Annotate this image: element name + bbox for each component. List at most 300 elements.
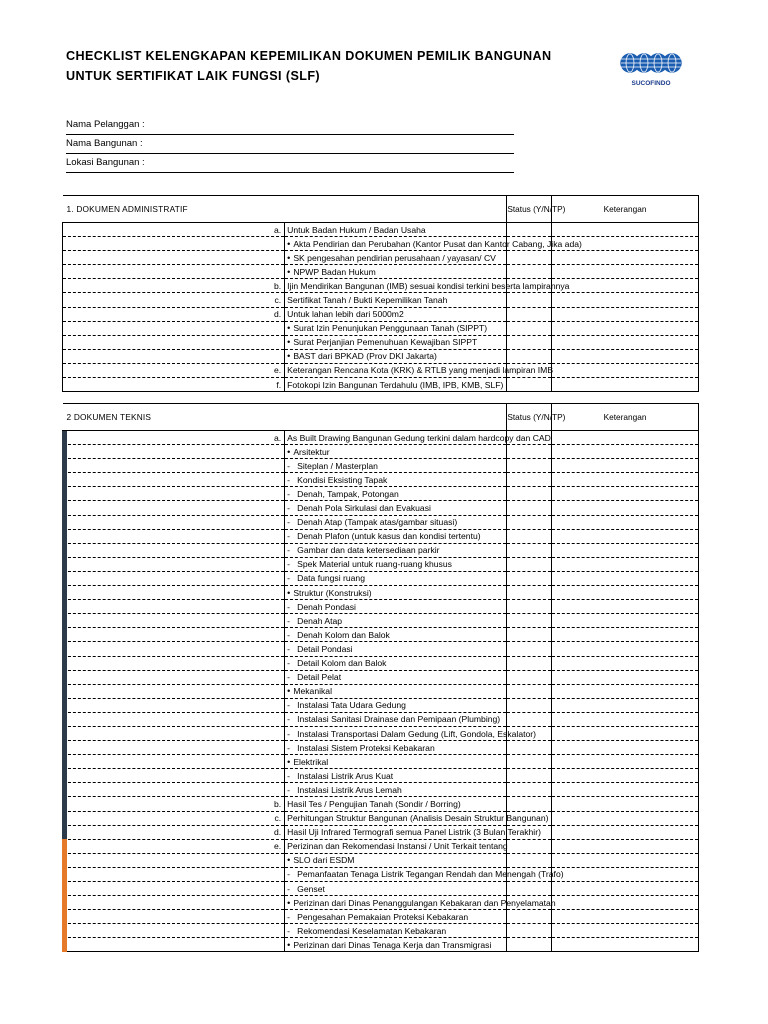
keterangan-cell[interactable] [552, 293, 699, 307]
table-row [63, 614, 699, 628]
bullet-icon: • [287, 337, 291, 348]
item-label: Denah Pondasi [297, 601, 356, 612]
item-letter [63, 571, 285, 585]
item-label: Detail Kolom dan Balok [297, 658, 387, 669]
keterangan-cell[interactable] [552, 938, 699, 952]
status-cell[interactable] [507, 656, 552, 670]
table-row [63, 670, 699, 684]
item-text [285, 910, 507, 924]
item-label: Elektrikal [293, 756, 329, 767]
table-dokumen-administratif [62, 195, 699, 392]
keterangan-cell[interactable] [552, 586, 699, 600]
table-row [63, 515, 699, 529]
table-row [63, 656, 699, 670]
status-cell[interactable] [507, 628, 552, 642]
sucofindo-logo-icon [620, 50, 682, 80]
item-letter [63, 543, 285, 557]
status-cell[interactable] [507, 741, 552, 755]
keterangan-cell[interactable] [552, 910, 699, 924]
keterangan-cell[interactable] [552, 896, 699, 910]
section1-title: 1. DOKUMEN ADMINISTRATIF [63, 196, 507, 223]
status-cell[interactable] [507, 265, 552, 279]
status-cell[interactable] [507, 571, 552, 585]
status-cell[interactable] [507, 251, 552, 265]
item-letter [63, 684, 285, 698]
status-cell[interactable] [507, 755, 552, 769]
keterangan-cell[interactable] [552, 600, 699, 614]
status-cell[interactable] [507, 487, 552, 501]
item-text [285, 431, 551, 445]
item-label: Ijin Mendirikan Bangunan (IMB) sesuai kondisi terkini beserta lampirannya [287, 280, 570, 291]
table-row [63, 726, 699, 740]
dash-icon: - [287, 770, 291, 781]
status-cell[interactable] [507, 515, 552, 529]
status-cell[interactable] [507, 839, 552, 853]
dash-icon: - [287, 742, 291, 753]
item-letter [63, 853, 285, 867]
keterangan-cell[interactable] [552, 867, 699, 881]
dash-icon: - [287, 460, 291, 471]
keterangan-cell[interactable] [552, 712, 699, 726]
status-cell[interactable] [507, 783, 552, 797]
item-text [285, 797, 507, 811]
table-row [63, 896, 699, 910]
item-text [285, 349, 507, 363]
dash-icon: - [287, 728, 291, 739]
item-text [285, 726, 536, 740]
item-label: Genset [297, 883, 325, 894]
table-row [63, 307, 699, 321]
keterangan-cell[interactable] [552, 321, 699, 335]
item-text [285, 924, 507, 938]
item-letter [63, 349, 285, 363]
item-label: Fotokopi Izin Bangunan Terdahulu (IMB, IPB, KMB, SLF) [287, 379, 504, 390]
item-letter [63, 769, 285, 783]
item-label: Instalasi Listrik Arus Kuat [297, 770, 394, 781]
item-text [285, 755, 507, 769]
item-text [285, 600, 507, 614]
status-cell[interactable] [507, 698, 552, 712]
item-label: Instalasi Transportasi Dalam Gedung (Lift, Gondola, Eskalator) [297, 728, 536, 739]
table-row [63, 600, 699, 614]
item-label: Keterangan Rencana Kota (KRK) & RTLB yang menjadi lampiran IMB [287, 365, 554, 376]
status-cell[interactable] [507, 684, 552, 698]
item-text [285, 825, 541, 839]
item-text [285, 335, 507, 349]
item-label: Mekanikal [293, 686, 333, 697]
status-cell[interactable] [507, 853, 552, 867]
keterangan-cell[interactable] [552, 557, 699, 571]
status-cell[interactable] [507, 529, 552, 543]
item-label: Akta Pendirian dan Perubahan (Kantor Pusat dan Kantor Cabang, Jika ada) [293, 238, 582, 249]
item-letter [63, 896, 285, 910]
bullet-icon: • [287, 897, 291, 908]
dash-icon: - [287, 869, 291, 880]
table-row [63, 223, 699, 237]
item-text [285, 501, 507, 515]
bullet-icon: • [287, 238, 291, 249]
keterangan-cell[interactable] [552, 571, 699, 585]
item-label: NPWP Badan Hukum [293, 266, 376, 277]
item-text [285, 783, 507, 797]
keterangan-cell[interactable] [552, 684, 699, 698]
item-text [285, 769, 507, 783]
item-letter: d. [63, 307, 285, 321]
table-row [63, 349, 699, 363]
status-cell[interactable] [507, 910, 552, 924]
item-text [285, 656, 507, 670]
item-text [285, 223, 507, 237]
table-row [63, 293, 699, 307]
item-label: Denah Atap [297, 615, 343, 626]
table-row [63, 698, 699, 712]
item-letter [63, 783, 285, 797]
table-dokumen-teknis [62, 403, 699, 952]
dash-icon: - [287, 643, 291, 654]
item-text [285, 712, 507, 726]
bullet-icon: • [287, 446, 291, 457]
status-cell[interactable] [507, 543, 552, 557]
keterangan-cell[interactable] [552, 924, 699, 938]
dash-icon: - [287, 672, 291, 683]
item-label: Denah Atap (Tampak atas/gambar situasi) [297, 517, 458, 528]
keterangan-cell[interactable] [552, 307, 699, 321]
item-label: Kondisi Eksisting Tapak [297, 474, 388, 485]
item-letter [63, 726, 285, 740]
item-label: Siteplan / Masterplan [297, 460, 378, 471]
item-label: Detail Pondasi [297, 643, 353, 654]
item-letter [63, 335, 285, 349]
dash-icon: - [287, 601, 291, 612]
section-bar-orange [62, 839, 67, 952]
dash-icon: - [287, 474, 291, 485]
item-letter [63, 867, 285, 881]
status-cell[interactable] [507, 223, 552, 237]
item-letter [63, 924, 285, 938]
table-row [63, 910, 699, 924]
item-letter [63, 487, 285, 501]
status-header: Status (Y/N/TP) [507, 404, 552, 431]
keterangan-cell[interactable] [552, 349, 699, 363]
item-label: Instalasi Listrik Arus Lemah [297, 784, 402, 795]
item-letter [63, 642, 285, 656]
item-label: Perhitungan Struktur Bangunan (Analisis Desain Struktur Bangunan) [287, 813, 549, 824]
table-row [63, 335, 699, 349]
keterangan-header: Keterangan [552, 404, 699, 431]
table-row [63, 924, 699, 938]
keterangan-header: Keterangan [552, 196, 699, 223]
item-text [285, 642, 507, 656]
bullet-icon: • [287, 323, 291, 334]
status-cell[interactable] [507, 797, 552, 811]
item-text [285, 473, 507, 487]
keterangan-cell[interactable] [552, 839, 699, 853]
item-text [285, 557, 507, 571]
bullet-icon: • [287, 266, 291, 277]
dash-icon: - [287, 658, 291, 669]
keterangan-cell[interactable] [552, 769, 699, 783]
keterangan-cell[interactable] [552, 431, 699, 445]
keterangan-cell[interactable] [552, 628, 699, 642]
item-label: BAST dari BPKAD (Prov DKI Jakarta) [293, 351, 437, 362]
item-letter [63, 670, 285, 684]
status-cell[interactable] [507, 712, 552, 726]
item-letter [63, 910, 285, 924]
table-row [63, 487, 699, 501]
item-text [285, 515, 507, 529]
item-label: Perizinan dari Dinas Tenaga Kerja dan Transmigrasi [293, 939, 492, 950]
dash-icon: - [287, 517, 291, 528]
table-row [63, 797, 699, 811]
dash-icon: - [287, 615, 291, 626]
item-text [285, 882, 507, 896]
table-row [63, 529, 699, 543]
dash-icon: - [287, 488, 291, 499]
status-cell[interactable] [507, 882, 552, 896]
status-cell[interactable] [507, 335, 552, 349]
dash-icon: - [287, 700, 291, 711]
item-letter [63, 755, 285, 769]
keterangan-cell[interactable] [552, 335, 699, 349]
bullet-icon: • [287, 252, 291, 263]
item-label: Denah Kolom dan Balok [297, 629, 390, 640]
keterangan-cell[interactable] [552, 755, 699, 769]
table-row [63, 938, 699, 952]
item-text [285, 867, 564, 881]
item-letter: a. [63, 431, 285, 445]
dash-icon: - [287, 925, 291, 936]
item-letter [63, 251, 285, 265]
item-text [285, 321, 507, 335]
status-cell[interactable] [507, 557, 552, 571]
status-cell[interactable] [507, 445, 552, 459]
item-letter [63, 529, 285, 543]
item-letter [63, 656, 285, 670]
item-letter: c. [63, 293, 285, 307]
keterangan-cell[interactable] [552, 515, 699, 529]
item-text [285, 741, 507, 755]
bullet-icon: • [287, 587, 291, 598]
item-letter: e. [63, 363, 285, 377]
item-letter: d. [63, 825, 285, 839]
item-label: Hasil Tes / Pengujian Tanah (Sondir / Borring) [287, 798, 461, 809]
item-label: As Built Drawing Bangunan Gedung terkini dalam hardcopy dan CAD [287, 432, 551, 443]
keterangan-cell[interactable] [552, 445, 699, 459]
item-letter [63, 614, 285, 628]
table-row [63, 642, 699, 656]
status-cell[interactable] [507, 924, 552, 938]
item-text [285, 279, 570, 293]
dash-icon: - [287, 714, 291, 725]
item-label: Surat Izin Penunjukan Penggunaan Tanah (SIPPT) [293, 323, 488, 334]
item-letter [63, 515, 285, 529]
item-label: Rekomendasi Keselamatan Kebakaran [297, 925, 447, 936]
item-letter [63, 445, 285, 459]
dash-icon: - [287, 503, 291, 514]
item-letter: c. [63, 811, 285, 825]
doc-title-line1: CHECKLIST KELENGKAPAN KEPEMILIKAN DOKUMEN PEMILIK BANGUNAN [66, 49, 552, 63]
status-cell[interactable] [507, 378, 552, 392]
keterangan-cell[interactable] [552, 251, 699, 265]
item-text [285, 307, 507, 321]
status-cell[interactable] [507, 459, 552, 473]
keterangan-cell[interactable] [552, 473, 699, 487]
table-row [63, 237, 699, 251]
table-row [63, 445, 699, 459]
item-label: Detail Pelat [297, 672, 342, 683]
item-letter [63, 473, 285, 487]
keterangan-cell[interactable] [552, 726, 699, 740]
status-cell[interactable] [507, 473, 552, 487]
status-cell[interactable] [507, 501, 552, 515]
logo-text: SUCOFINDO [631, 80, 671, 87]
table-row [63, 543, 699, 557]
keterangan-cell[interactable] [552, 501, 699, 515]
item-letter: e. [63, 839, 285, 853]
table-row [63, 628, 699, 642]
keterangan-cell[interactable] [552, 853, 699, 867]
item-label: Gambar dan data ketersediaan parkir [297, 545, 440, 556]
status-cell[interactable] [507, 614, 552, 628]
item-label: Pengesahan Pemakaian Proteksi Kebakaran [297, 911, 469, 922]
item-text [285, 628, 507, 642]
status-cell[interactable] [507, 586, 552, 600]
keterangan-cell[interactable] [552, 882, 699, 896]
item-label: Pemanfaatan Tenaga Listrik Tegangan Rendah dan Menengah (Trafo) [297, 869, 564, 880]
table-row [63, 811, 699, 825]
item-text [285, 586, 507, 600]
item-label: Denah Pola Sirkulasi dan Evakuasi [297, 503, 431, 514]
item-letter [63, 698, 285, 712]
item-letter [63, 321, 285, 335]
item-label: Untuk Badan Hukum / Badan Usaha [287, 224, 426, 235]
table-row [63, 825, 699, 839]
bullet-icon: • [287, 756, 291, 767]
item-text [285, 614, 507, 628]
item-text [285, 445, 507, 459]
item-label: Arsitektur [293, 446, 330, 457]
item-text [285, 811, 549, 825]
item-text [285, 265, 507, 279]
item-text [285, 363, 554, 377]
keterangan-cell[interactable] [552, 741, 699, 755]
keterangan-cell[interactable] [552, 656, 699, 670]
section-bar-dark [62, 431, 67, 840]
keterangan-cell[interactable] [552, 487, 699, 501]
status-cell[interactable] [507, 769, 552, 783]
status-cell[interactable] [507, 321, 552, 335]
item-text [285, 293, 507, 307]
keterangan-cell[interactable] [552, 783, 699, 797]
item-label: Instalasi Sistem Proteksi Kebakaran [297, 742, 435, 753]
item-label: SLO dari ESDM [293, 855, 355, 866]
status-cell[interactable] [507, 938, 552, 952]
item-text [285, 698, 507, 712]
dash-icon: - [287, 559, 291, 570]
table-row [63, 755, 699, 769]
keterangan-cell[interactable] [552, 459, 699, 473]
keterangan-cell[interactable] [552, 378, 699, 392]
item-label: Denah, Tampak, Potongan [297, 488, 399, 499]
table-row [63, 712, 699, 726]
table-row [63, 501, 699, 515]
item-label: Sertifikat Tanah / Bukti Kepemilikan Tanah [287, 295, 448, 306]
table-row [63, 265, 699, 279]
table-row [63, 839, 699, 853]
keterangan-cell[interactable] [552, 543, 699, 557]
bullet-icon: • [287, 686, 291, 697]
status-cell[interactable] [507, 349, 552, 363]
field-lokasi-bangunan: Lokasi Bangunan : [66, 156, 514, 173]
bullet-icon: • [287, 855, 291, 866]
table-row [63, 378, 699, 392]
table-row [63, 431, 699, 445]
table-row [63, 882, 699, 896]
item-label: Perizinan dan Rekomendasi Instansi / Unit Terkait tentang [287, 841, 508, 852]
item-letter [63, 600, 285, 614]
item-text [285, 853, 507, 867]
item-letter: b. [63, 279, 285, 293]
item-letter [63, 586, 285, 600]
bullet-icon: • [287, 351, 291, 362]
item-text [285, 543, 507, 557]
dash-icon: - [287, 531, 291, 542]
item-label: SK pengesahan pendirian perusahaan / yayasan/ CV [293, 252, 496, 263]
status-cell[interactable] [507, 642, 552, 656]
keterangan-cell[interactable] [552, 811, 699, 825]
keterangan-cell[interactable] [552, 825, 699, 839]
keterangan-cell[interactable] [552, 363, 699, 377]
table-row [63, 586, 699, 600]
table-row [63, 867, 699, 881]
item-label: Perizinan dari Dinas Penanggulangan Kebakaran dan Penyelamatan [293, 897, 556, 908]
table-row [63, 783, 699, 797]
item-label: Struktur (Konstruksi) [293, 587, 372, 598]
item-text [285, 896, 556, 910]
table-row [63, 853, 699, 867]
dash-icon: - [287, 883, 291, 894]
keterangan-cell[interactable] [552, 670, 699, 684]
keterangan-cell[interactable] [552, 265, 699, 279]
keterangan-cell[interactable] [552, 698, 699, 712]
keterangan-cell[interactable] [552, 614, 699, 628]
item-label: Surat Perjanjian Pemenuhuan Kewajiban SIPPT [293, 337, 478, 348]
item-text [285, 839, 507, 853]
item-text [285, 487, 507, 501]
keterangan-cell[interactable] [552, 279, 699, 293]
doc-title-line2: UNTUK SERTIFIKAT LAIK FUNGSI (SLF) [66, 69, 321, 83]
item-text [285, 237, 582, 251]
keterangan-cell[interactable] [552, 223, 699, 237]
status-cell[interactable] [507, 293, 552, 307]
item-letter [63, 741, 285, 755]
item-letter [63, 557, 285, 571]
keterangan-cell[interactable] [552, 529, 699, 543]
item-label: Data fungsi ruang [297, 573, 365, 584]
status-cell[interactable] [507, 600, 552, 614]
item-letter: a. [63, 223, 285, 237]
table-row [63, 769, 699, 783]
field-nama-bangunan: Nama Bangunan : [66, 137, 514, 154]
keterangan-cell[interactable] [552, 642, 699, 656]
table-row [63, 684, 699, 698]
status-cell[interactable] [507, 307, 552, 321]
item-text [285, 670, 507, 684]
item-letter [63, 265, 285, 279]
status-cell[interactable] [507, 670, 552, 684]
keterangan-cell[interactable] [552, 797, 699, 811]
table-row [63, 473, 699, 487]
